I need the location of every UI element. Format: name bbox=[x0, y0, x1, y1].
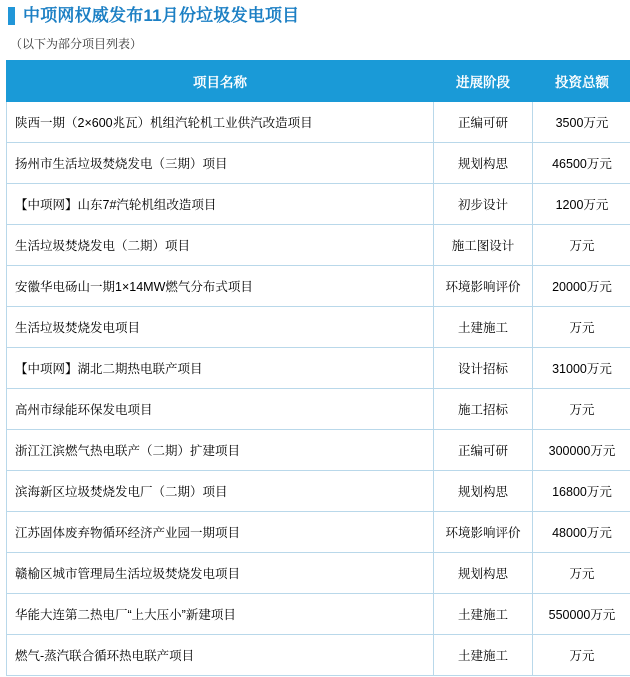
cell-stage: 土建施工 bbox=[434, 635, 533, 676]
cell-amount: 万元 bbox=[533, 553, 630, 594]
cell-stage: 初步设计 bbox=[434, 184, 533, 225]
cell-stage: 环境影响评价 bbox=[434, 266, 533, 307]
table-row bbox=[7, 512, 630, 553]
cell-amount: 46500万元 bbox=[533, 143, 630, 184]
cell-amount: 550000万元 bbox=[533, 594, 630, 635]
page-title bbox=[0, 0, 630, 30]
table-row bbox=[7, 225, 630, 266]
cell-stage: 土建施工 bbox=[434, 307, 533, 348]
cell-stage: 正编可研 bbox=[434, 430, 533, 471]
cell-project-name: 安徽华电砀山一期1×14MW燃气分布式项目 bbox=[7, 266, 434, 307]
cell-project-name: 燃气-蒸汽联合循环热电联产项目 bbox=[7, 635, 434, 676]
cell-project-name: 高州市绿能环保发电项目 bbox=[7, 389, 434, 430]
table-row bbox=[7, 553, 630, 594]
table-row bbox=[7, 594, 630, 635]
table-row bbox=[7, 389, 630, 430]
table-header-row bbox=[7, 61, 630, 102]
column-header-stage: 进展阶段 bbox=[434, 61, 533, 102]
cell-stage: 土建施工 bbox=[434, 594, 533, 635]
cell-project-name: 生活垃圾焚烧发电项目 bbox=[7, 307, 434, 348]
cell-stage: 规划构思 bbox=[434, 143, 533, 184]
page-subtitle: （以下为部分项目列表） bbox=[10, 37, 143, 51]
table-row bbox=[7, 471, 630, 512]
cell-amount: 3500万元 bbox=[533, 102, 630, 143]
cell-amount: 万元 bbox=[533, 225, 630, 266]
table-row bbox=[7, 102, 630, 143]
cell-amount: 31000万元 bbox=[533, 348, 630, 389]
table-body bbox=[7, 102, 630, 676]
cell-project-name: 【中项网】山东7#汽轮机组改造项目 bbox=[7, 184, 434, 225]
column-header-amount: 投资总额 bbox=[533, 61, 630, 102]
table-row bbox=[7, 430, 630, 471]
cell-project-name: 生活垃圾焚烧发电（二期）项目 bbox=[7, 225, 434, 266]
table-row bbox=[7, 184, 630, 225]
cell-project-name: 浙江江滨燃气热电联产（二期）扩建项目 bbox=[7, 430, 434, 471]
table-header bbox=[7, 61, 630, 102]
cell-project-name: 扬州市生活垃圾焚烧发电（三期）项目 bbox=[7, 143, 434, 184]
cell-stage: 施工招标 bbox=[434, 389, 533, 430]
cell-stage: 设计招标 bbox=[434, 348, 533, 389]
table-row bbox=[7, 307, 630, 348]
column-header-project-name: 项目名称 bbox=[7, 61, 434, 102]
cell-project-name: 陕西一期（2×600兆瓦）机组汽轮机工业供汽改造项目 bbox=[7, 102, 434, 143]
cell-project-name: 【中项网】湖北二期热电联产项目 bbox=[7, 348, 434, 389]
cell-amount: 300000万元 bbox=[533, 430, 630, 471]
cell-stage: 环境影响评价 bbox=[434, 512, 533, 553]
cell-amount: 万元 bbox=[533, 307, 630, 348]
cell-stage: 规划构思 bbox=[434, 471, 533, 512]
title-bullet-icon bbox=[8, 7, 15, 25]
cell-amount: 16800万元 bbox=[533, 471, 630, 512]
cell-amount: 1200万元 bbox=[533, 184, 630, 225]
cell-project-name: 江苏固体废弃物循环经济产业园一期项目 bbox=[7, 512, 434, 553]
cell-amount: 20000万元 bbox=[533, 266, 630, 307]
cell-project-name: 滨海新区垃圾焚烧发电厂（二期）项目 bbox=[7, 471, 434, 512]
page-title-text: 中项网权威发布11月份垃圾发电项目 bbox=[23, 6, 300, 25]
cell-stage: 施工图设计 bbox=[434, 225, 533, 266]
cell-project-name: 华能大连第二热电厂“上大压小”新建项目 bbox=[7, 594, 434, 635]
cell-amount: 48000万元 bbox=[533, 512, 630, 553]
cell-project-name: 赣榆区城市管理局生活垃圾焚烧发电项目 bbox=[7, 553, 434, 594]
table-row bbox=[7, 348, 630, 389]
cell-stage: 规划构思 bbox=[434, 553, 533, 594]
table-row bbox=[7, 266, 630, 307]
table-row bbox=[7, 635, 630, 676]
cell-amount: 万元 bbox=[533, 389, 630, 430]
cell-amount: 万元 bbox=[533, 635, 630, 676]
table-row bbox=[7, 143, 630, 184]
project-table bbox=[6, 60, 630, 676]
cell-stage: 正编可研 bbox=[434, 102, 533, 143]
